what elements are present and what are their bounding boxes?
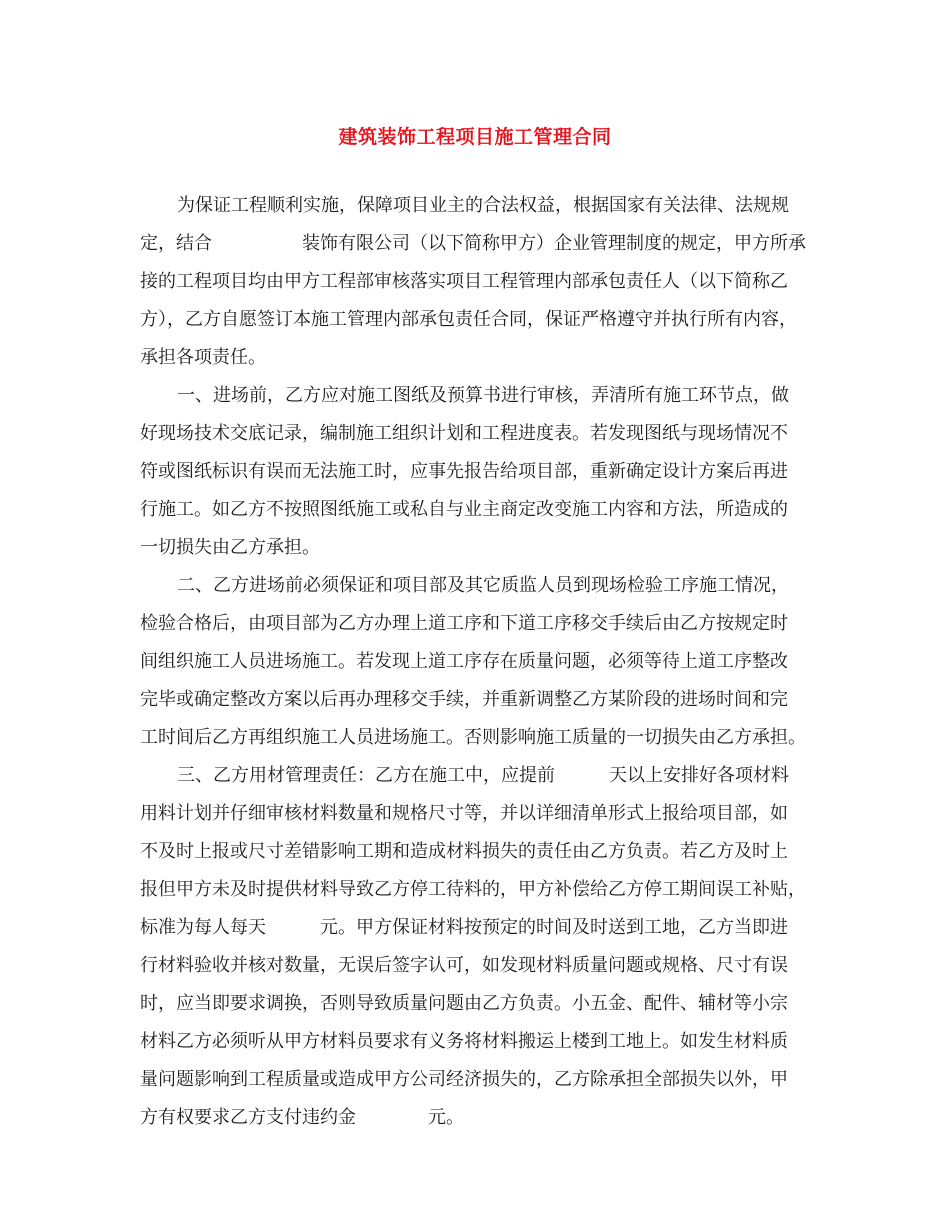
paragraph-line: 承担各项责任。 [140, 347, 266, 368]
paragraph-line: 二、乙方进场前必须保证和项目部及其它质监人员到现场检验工序施工情况， [177, 575, 789, 596]
document-body [140, 192, 820, 1142]
paragraph-line: 接的工程项目均由甲方工程部审核落实项目工程管理内部承包责任人（以下简称乙 [140, 271, 788, 292]
paragraph-line: 行施工。如乙方不按照图纸施工或私自与业主商定改变施工内容和方法，所造成的 [140, 499, 788, 520]
paragraph-line: 报但甲方未及时提供材料导致乙方停工待料的，甲方补偿给乙方停工期间误工补贴， [140, 879, 806, 900]
paragraph-line: 标准为每人每天 元。甲方保证材料按预定的时间及时送到工地，乙方当即进 [140, 917, 788, 938]
paragraph-line: 为保证工程顺利实施，保障项目业主的合法权益，根据国家有关法律、法规规 [177, 195, 789, 216]
paragraph-line: 一、进场前，乙方应对施工图纸及预算书进行审核，弄清所有施工环节点，做 [177, 385, 789, 406]
paragraph-line: 时，应当即要求调换，否则导致质量问题由乙方负责。小五金、配件、辅材等小宗 [140, 993, 788, 1014]
paragraph-line: 用料计划并仔细审核材料数量和规格尺寸等，并以详细清单形式上报给项目部，如 [140, 803, 788, 824]
paragraph-line: 不及时上报或尺寸差错影响工期和造成材料损失的责任由乙方负责。若乙方及时上 [140, 841, 788, 862]
paragraph-line: 方有权要求乙方支付违约金 元。 [140, 1107, 464, 1128]
paragraph-line: 间组织施工人员进场施工。若发现上道工序存在质量问题，必须等待上道工序整改 [140, 651, 788, 672]
paragraph-line: 符或图纸标识有误而无法施工时，应事先报告给项目部，重新确定设计方案后再进 [140, 461, 788, 482]
paragraph-line: 工时间后乙方再组织施工人员进场施工。否则影响施工质量的一切损失由乙方承担。 [140, 727, 806, 748]
paragraph-line: 材料乙方必须听从甲方材料员要求有义务将材料搬运上楼到工地上。如发生材料质 [140, 1031, 788, 1052]
paragraph-line: 量问题影响到工程质量或造成甲方公司经济损失的，乙方除承担全部损失以外，甲 [140, 1069, 788, 1090]
paragraph-line: 好现场技术交底记录，编制施工组织计划和工程进度表。若发现图纸与现场情况不 [140, 423, 788, 444]
paragraph-line: 检验合格后，由项目部为乙方办理上道工序和下道工序移交手续后由乙方按规定时 [140, 613, 788, 634]
paragraph-line: 行材料验收并核对数量，无误后签字认可，如发现材料质量问题或规格、尺寸有误 [140, 955, 788, 976]
paragraph-line: 一切损失由乙方承担。 [140, 537, 320, 558]
paragraph-line: 完毕或确定整改方案以后再办理移交手续，并重新调整乙方某阶段的进场时间和完 [140, 689, 788, 710]
document-title: 建筑装饰工程项目施工管理合同 [338, 126, 612, 148]
paragraph-line: 方），乙方自愿签订本施工管理内部承包责任合同，保证严格遵守并执行所有内容， [140, 309, 797, 330]
paragraph-line: 三、乙方用材管理责任：乙方在施工中，应提前 天以上安排好各项材料 [177, 765, 789, 786]
paragraph-line: 定，结合 装饰有限公司（以下简称甲方）企业管理制度的规定，甲方所承 [140, 233, 806, 254]
